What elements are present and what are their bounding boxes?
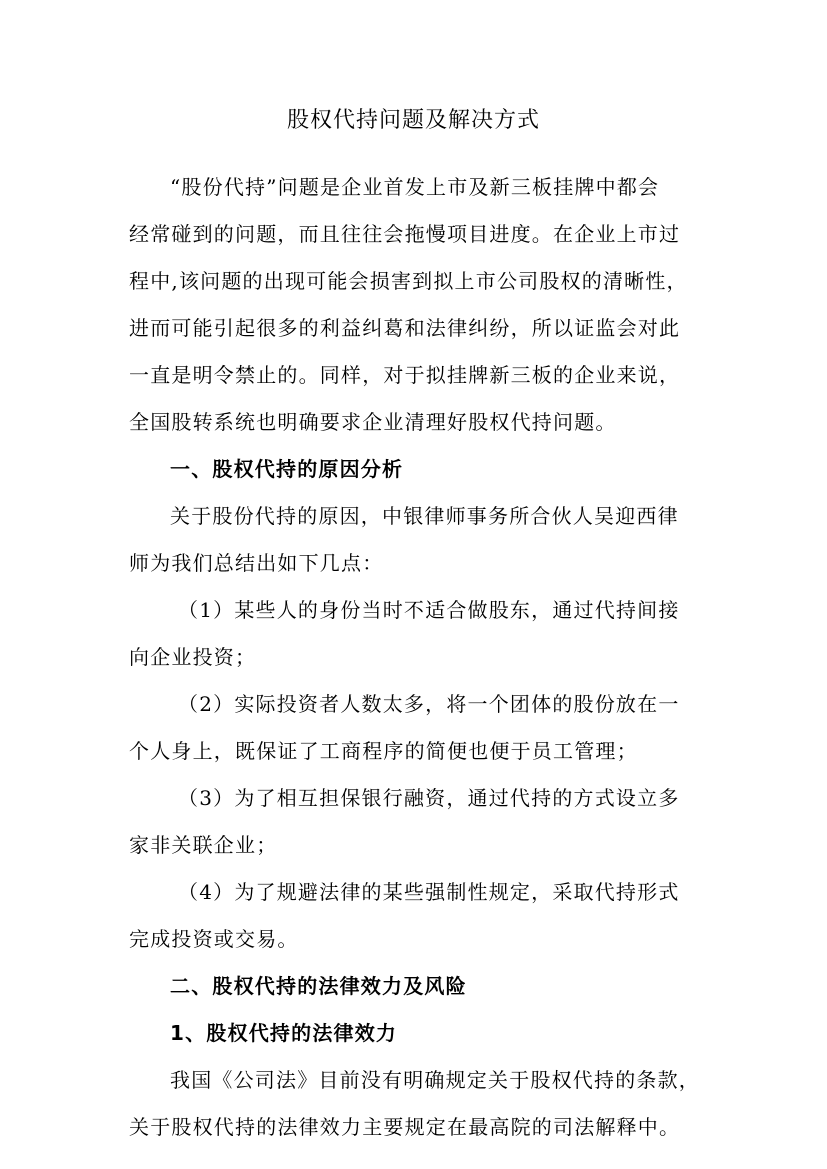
- subsection-heading-1: 1、股权代持的法律效力: [170, 1021, 398, 1045]
- list-item-4-line-2: 完成投资或交易。: [129, 927, 299, 951]
- paragraph-intro-line-2: 经常碰到的问题，而且往往会拖慢项目进度。在企业上市过: [129, 222, 681, 246]
- paragraph-validity-line-1: 我国《公司法》目前没有明确规定关于股权代持的条款，: [170, 1068, 700, 1092]
- list-item-3-line-1: （3）为了相互担保银行融资，通过代持的方式设立多: [178, 786, 680, 810]
- paragraph-validity-line-2: 关于股权代持的法律效力主要规定在最高院的司法解释中。: [129, 1115, 681, 1139]
- section-heading-2: 二、股权代持的法律效力及风险: [170, 974, 467, 998]
- paragraph-intro-line-3: 程中,该问题的出现可能会损害到拟上市公司股权的清晰性，: [129, 269, 688, 293]
- list-item-4-line-1: （4）为了规避法律的某些强制性规定，采取代持形式: [178, 880, 680, 904]
- list-item-2-line-2: 个人身上，既保证了工商程序的简便也便于员工管理；: [129, 739, 638, 763]
- paragraph-intro-line-6: 全国股转系统也明确要求企业清理好股权代持问题。: [129, 410, 617, 434]
- paragraph-causes-line-1: 关于股份代持的原因，中银律师事务所合伙人吴迎西律: [170, 504, 679, 528]
- list-item-3-line-2: 家非关联企业；: [129, 833, 278, 857]
- list-item-1-line-1: （1）某些人的身份当时不适合做股东，通过代持间接: [178, 598, 680, 622]
- section-heading-1: 一、股权代持的原因分析: [170, 457, 404, 481]
- paragraph-intro-line-4: 进而可能引起很多的利益纠葛和法律纠纷，所以证监会对此: [129, 316, 681, 340]
- paragraph-causes-line-2: 师为我们总结出如下几点：: [129, 551, 384, 575]
- paragraph-intro-line-1: “股份代持”问题是企业首发上市及新三板挂牌中都会: [170, 175, 660, 199]
- list-item-2-line-1: （2）实际投资者人数太多，将一个团体的股份放在一: [178, 692, 680, 716]
- list-item-1-line-2: 向企业投资；: [129, 645, 257, 669]
- document-title: 股权代持问题及解决方式: [286, 108, 540, 133]
- paragraph-intro-line-5: 一直是明令禁止的。同样，对于拟挂牌新三板的企业来说，: [129, 363, 681, 387]
- document-body: [129, 170, 714, 1144]
